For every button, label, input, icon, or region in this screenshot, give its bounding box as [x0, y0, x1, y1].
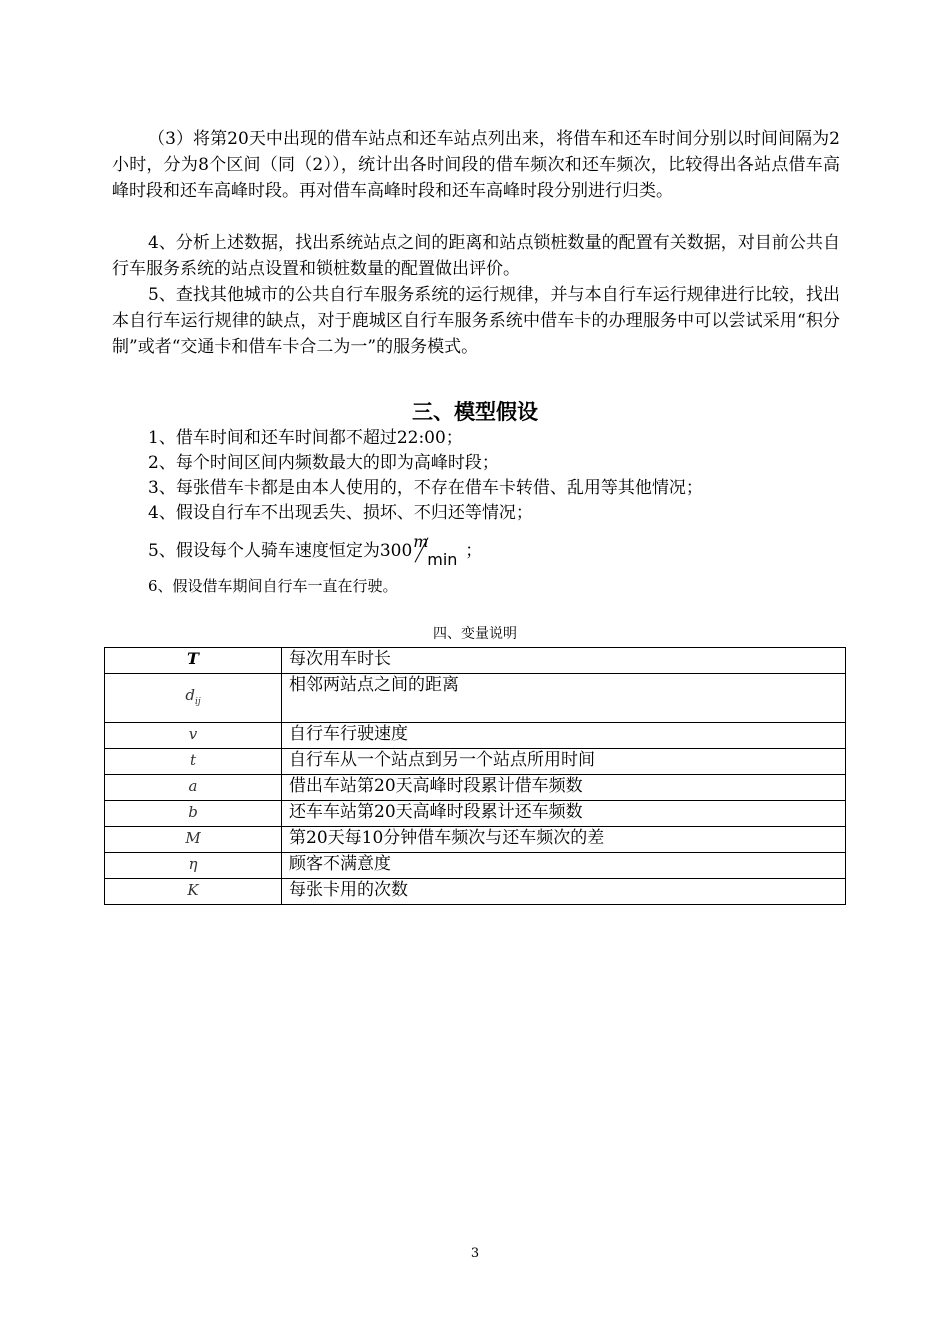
table-row: [105, 801, 846, 827]
variable-symbol: M: [105, 827, 282, 853]
paragraph-5: 5、查找其他城市的公共自行车服务系统的运行规律，并与本自行车运行规律进行比较，找出本自行车运行规律的缺点，对于鹿城区自行车服务系统中借车卡的办理服务中可以尝试采用“积分制”或者“交通卡和借车卡合二为一”的服务模式。: [112, 285, 840, 357]
speed-unit-denominator: min: [427, 550, 458, 569]
paragraph-4: 4、分析上述数据，找出系统站点之间的距离和站点锁桩数量的配置有关数据，对目前公共自行车服务系统的站点设置和锁桩数量的配置做出评价。: [112, 233, 840, 279]
table-row: [105, 879, 846, 905]
assumption-2: 2、每个时间区间内频数最大的即为高峰时段；: [148, 453, 499, 473]
variable-description: 第20天每10分钟借车频次与还车频次的差: [282, 827, 846, 853]
table-row: [105, 853, 846, 879]
variable-symbol: η: [105, 853, 282, 879]
variable-description: 每次用车时长: [282, 648, 846, 674]
page-number: 3: [470, 1246, 480, 1261]
variable-symbol: [105, 674, 282, 723]
variable-symbol: b: [105, 801, 282, 827]
assumption-4: 4、假设自行车不出现丢失、损坏、不归还等情况；: [148, 503, 533, 523]
variable-symbol: a: [105, 775, 282, 801]
variable-symbol: v: [105, 723, 282, 749]
section-title: 三、模型假设: [412, 400, 538, 424]
table-row: [105, 648, 846, 674]
variable-description: 相邻两站点之间的距离: [282, 674, 846, 723]
variable-symbol: T: [105, 648, 282, 674]
assumption-5-suffix: ；: [465, 541, 483, 561]
symbol-d: d: [185, 685, 195, 704]
assumption-3: 3、每张借车卡都是由本人使用的，不存在借车卡转借、乱用等其他情况；: [148, 478, 703, 498]
speed-unit-fraction: [413, 532, 465, 569]
variable-description: 自行车从一个站点到另一个站点所用时间: [282, 749, 846, 775]
variable-table: [104, 647, 846, 905]
paragraph-3: （3）将第20天中出现的借车站点和还车站点列出来，将借车和还车时间分别以时间间隔为2小时，分为8个区间（同（2）），统计出各时间段的借车频次和还车频次，比较得出各站点借车高峰时段和还车高峰时段。再对借车高峰时段和还车高峰时段分别进行归类。: [112, 129, 840, 201]
assumption-5: [148, 532, 483, 569]
table-row: [105, 674, 846, 723]
table-row: [105, 749, 846, 775]
variable-symbol: t: [105, 749, 282, 775]
table-row: [105, 723, 846, 749]
assumption-5-text: 5、假设每个人骑车速度恒定为300: [148, 541, 413, 561]
speed-unit-numerator: m: [413, 532, 429, 551]
variable-description: 每张卡用的次数: [282, 879, 846, 905]
symbol-subscript-ij: ij: [194, 696, 201, 707]
variable-symbol: K: [105, 879, 282, 905]
variable-description: 借出车站第20天高峰时段累计借车频数: [282, 775, 846, 801]
variable-description: 还车车站第20天高峰时段累计还车频数: [282, 801, 846, 827]
table-row: [105, 775, 846, 801]
variable-description: 自行车行驶速度: [282, 723, 846, 749]
table-caption: 四、变量说明: [433, 626, 517, 642]
assumption-6: 6、假设借车期间自行车一直在行驶。: [148, 577, 398, 595]
variable-description: 顾客不满意度: [282, 853, 846, 879]
assumption-1: 1、借车时间和还车时间都不超过22:00；: [148, 428, 463, 448]
table-row: [105, 827, 846, 853]
